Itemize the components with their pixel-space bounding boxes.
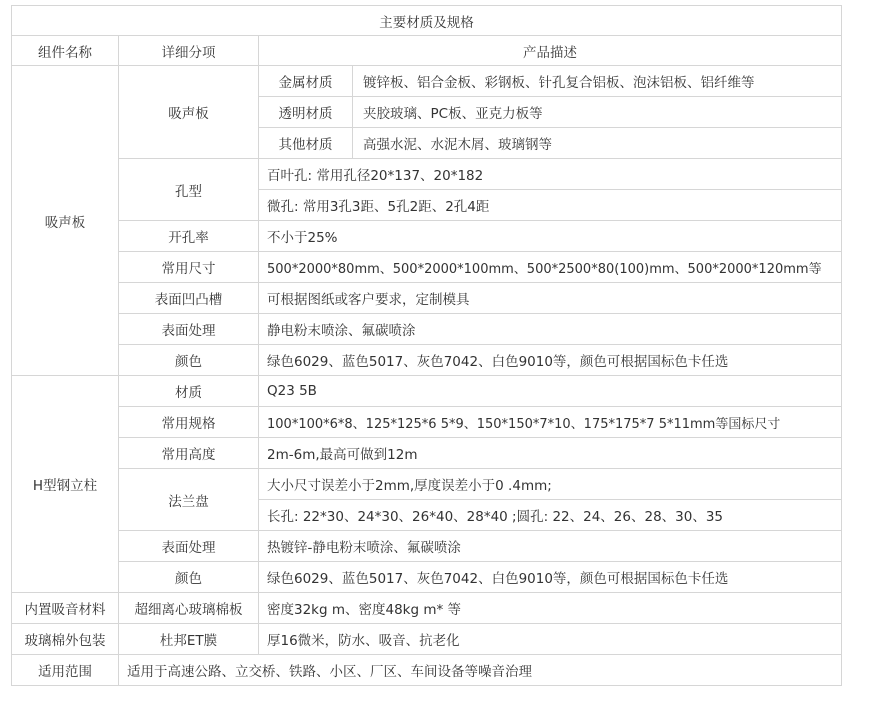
material-name: 金属材质	[259, 66, 353, 97]
flange-tolerance: 大小尺寸误差小于2mm,厚度误差小于0 .4mm;	[259, 469, 842, 500]
panel-surface-value: 静电粉末喷涂、氟碳喷涂	[259, 314, 842, 345]
size-value: 500*2000*80mm、500*2000*100mm、500*2500*80(100)mm、500*2000*120mm等	[259, 252, 842, 283]
wrap-item: 杜邦ET膜	[119, 624, 259, 655]
h-spec-value: 100*100*6*8、125*125*6 5*9、150*150*7*10、175*175*7 5*11mm等国标尺寸	[259, 407, 842, 438]
inner-material-item: 超细离心玻璃棉板	[119, 593, 259, 624]
group-panel: 吸声板	[12, 66, 119, 376]
panel-color-label: 颜色	[119, 345, 259, 376]
flange-label: 法兰盘	[119, 469, 259, 531]
h-surface-value: 热镀锌-静电粉末喷涂、氟碳喷涂	[259, 531, 842, 562]
absorber-label: 吸声板	[119, 66, 259, 159]
wrap-name: 玻璃棉外包装	[12, 624, 119, 655]
open-rate-value: 不小于25%	[259, 221, 842, 252]
inner-material-value: 密度32kg m、密度48kg m* 等	[259, 593, 842, 624]
h-surface-label: 表面处理	[119, 531, 259, 562]
h-height-value: 2m-6m,最高可做到12m	[259, 438, 842, 469]
material-name: 其他材质	[259, 128, 353, 159]
spec-table	[11, 5, 842, 686]
header-component: 组件名称	[12, 36, 119, 66]
h-material-label: 材质	[119, 376, 259, 407]
material-value: 夹胶玻璃、PC板、亚克力板等	[353, 97, 842, 128]
hole-label: 孔型	[119, 159, 259, 221]
h-color-value: 绿色6029、蓝色5017、灰色7042、白色9010等，颜色可根据国标色卡任选	[259, 562, 842, 593]
open-rate-label: 开孔率	[119, 221, 259, 252]
inner-material-name: 内置吸音材料	[12, 593, 119, 624]
material-name: 透明材质	[259, 97, 353, 128]
h-spec-label: 常用规格	[119, 407, 259, 438]
size-label: 常用尺寸	[119, 252, 259, 283]
scope-name: 适用范围	[12, 655, 119, 686]
groove-label: 表面凹凸槽	[119, 283, 259, 314]
material-value: 高强水泥、水泥木屑、玻璃钢等	[353, 128, 842, 159]
header-detail: 详细分项	[119, 36, 259, 66]
hole-louver: 百叶孔: 常用孔径20*137、20*182	[259, 159, 842, 190]
scope-value: 适用于高速公路、立交桥、铁路、小区、厂区、车间设备等噪音治理	[119, 655, 842, 686]
h-height-label: 常用高度	[119, 438, 259, 469]
groove-value: 可根据图纸或客户要求，定制模具	[259, 283, 842, 314]
group-h-column: H型钢立柱	[12, 376, 119, 593]
h-color-label: 颜色	[119, 562, 259, 593]
header-description: 产品描述	[259, 36, 842, 66]
panel-color-value: 绿色6029、蓝色5017、灰色7042、白色9010等，颜色可根据国标色卡任选	[259, 345, 842, 376]
hole-micro: 微孔: 常用3孔3距、5孔2距、2孔4距	[259, 190, 842, 221]
material-value: 镀锌板、铝合金板、彩钢板、针孔复合铝板、泡沫铝板、铝纤维等	[353, 66, 842, 97]
h-material-value: Q23 5B	[259, 376, 842, 407]
wrap-value: 厚16微米，防水、吸音、抗老化	[259, 624, 842, 655]
panel-surface-label: 表面处理	[119, 314, 259, 345]
flange-holes: 长孔: 22*30、24*30、26*40、28*40 ;圆孔: 22、24、26、28、30、35	[259, 500, 842, 531]
table-title: 主要材质及规格	[12, 6, 842, 36]
